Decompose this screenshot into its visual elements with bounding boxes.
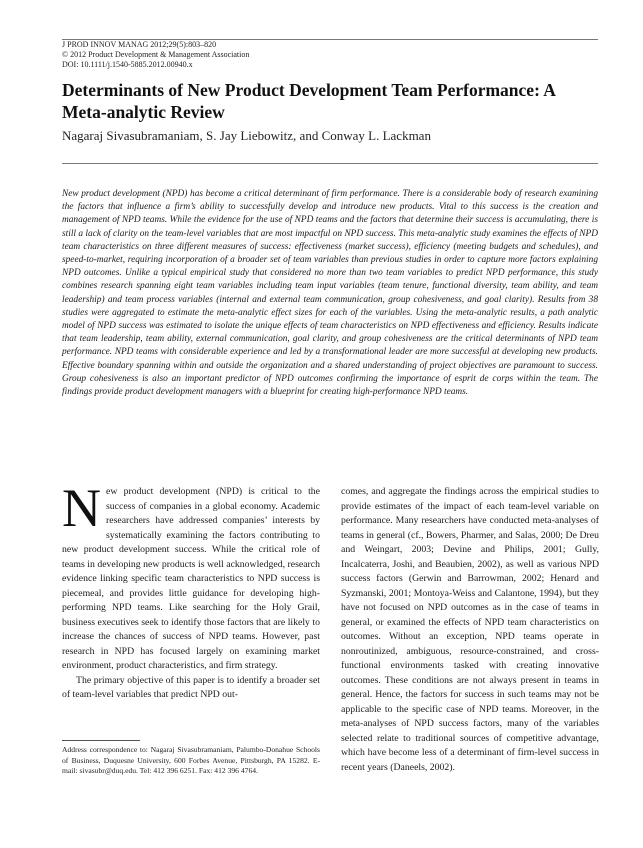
abstract: New product development (NPD) has become a critical determinant of firm performance. There is a considerable body of research examining the factors that influence a firm’s ability to successfully develop and introduce new products. Vital to this success is the creation and management of NPD teams. While the evidence for the use of NPD teams and the factors that determine their success is accumulating, there is still a lack of clarity on the team-level variables that are most impactful on NPD success. This meta-analytic study examines the effects of NPD team characteristics on three different measures of success: effectiveness (market success), efficiency (meeting budgets and schedules), and speed-to-market, requiring incorporation of a broader set of team variables than previous studies in order to capture more factors explaining NPD outcomes. Unlike a typical empirical study that considered no more than two team variables to predict NPD performance, this study combines research spanning eight team variables including team input variables (team tenure, functional diversity, team ability, and team leadership) and team process variables (internal and external team communication, group cohesiveness, and goal clarity). Results from 38 studies were aggregated to estimate the meta-analytic effect sizes for each of the variables. Using the meta-analytic results, a path analytic model of NPD success was estimated to isolate the unique effects of team characteristics on NPD effectiveness and efficiency. Results indicate that team leadership, team ability, external communication, goal clarity, and group cohesiveness are the critical determinants of NPD team performance. NPD teams with considerable experience and led by a transformational leader are more successful at developing new products. Effective boundary spanning within and outside the organization and a shared understanding of project objectives are paramount to success. Group cohesiveness is also an important predictor of NPD outcomes confirming the importance of esprit de corps within the team. The findings provide product development managers with a blueprint for creating high-performance NPD teams. xyxy=(62,189,598,398)
journal-citation: J PROD INNOV MANAG 2012;29(5):803–820 xyxy=(62,40,217,49)
body-paragraph: comes, and aggregate the findings across the empirical studies to provide estimates of the impact of each team-level variable on performance. Many researchers have conducted meta-analyses of teams in general (cf., Bowers, Pharmer, and Salas, 2000; De Dreu and Weingart, 2003; Devine and Philips, 2001; Gully, Incalcaterra, Joshi, and Beaubien, 2002), as well as various NPD success factors (Gerwin and Barrowman, 2002; Henard and Syzmanski, 2001; Montoya-Weiss and Calantone, 1994), but they have not focused on NPD outcomes as in the case of teams in general, or examined the effects of NPD team characteristics on outcomes. Without an exception, NPD teams operate in nonroutinized, ambiguous, resource-constrained, and cross-functional environments tasked with creating innovative outcomes. These conditions are not always present in teams in general. Hence, the factors for success in such teams may not be applicable to the specific case of NPD teams. Moreover, in the meta-analyses of NPD success factors, many of the variables selected relate to traditional sources of competitive advantage, which have become less of a determinant of firm-level success in recent years (Daneels, 2002). xyxy=(341,486,599,773)
body-column-left xyxy=(62,478,320,703)
correspondence-footnote: Address correspondence to: Nagaraj Sivasubramaniam, Palumbo-Donahue Schools of Business, Duquesne University, 600 Forbes Avenue, Pittsburgh, PA 15282. E-mail: sivasubr@duq.edu. Tel: 412 396 6251. Fax: 412 396 4764. xyxy=(62,745,320,776)
body-paragraph: The primary objective of this paper is to identify a broader set of team-level variables that predict NPD out- xyxy=(62,674,320,700)
article-authors: Nagaraj Sivasubramaniam, S. Jay Liebowitz, and Conway L. Lackman xyxy=(62,128,431,143)
drop-cap: N xyxy=(62,478,101,538)
body-column-right xyxy=(341,485,599,775)
title-rule xyxy=(62,163,598,164)
article-title: Determinants of New Product Development Team Performance: A Meta-analytic Review xyxy=(62,80,555,122)
body-paragraph xyxy=(62,478,320,674)
footnote-rule xyxy=(62,740,140,741)
journal-copyright: © 2012 Product Development & Management Association xyxy=(62,50,250,59)
journal-meta xyxy=(62,40,249,70)
journal-doi: DOI: 10.1111/j.1540-5885.2012.00940.x xyxy=(62,60,193,69)
body-text: ew product development (NPD) is critical to the success of companies in a global economy. Academic researchers have addressed companies’ interests by systematically examining the factors contributing to new product development success. While the critical role of teams in developing new products is well acknowledged, research evidence linking specific team characteristics to NPD success is piecemeal, and provides little guidance for developing high-performing NPD teams. Like searching for the Holy Grail, business executives seek to identify those factors that are likely to increase the chances of success of NPD teams. However, past research in NPD has focused largely on examining market environment, product characteristics, and firm strategy. xyxy=(62,486,320,671)
